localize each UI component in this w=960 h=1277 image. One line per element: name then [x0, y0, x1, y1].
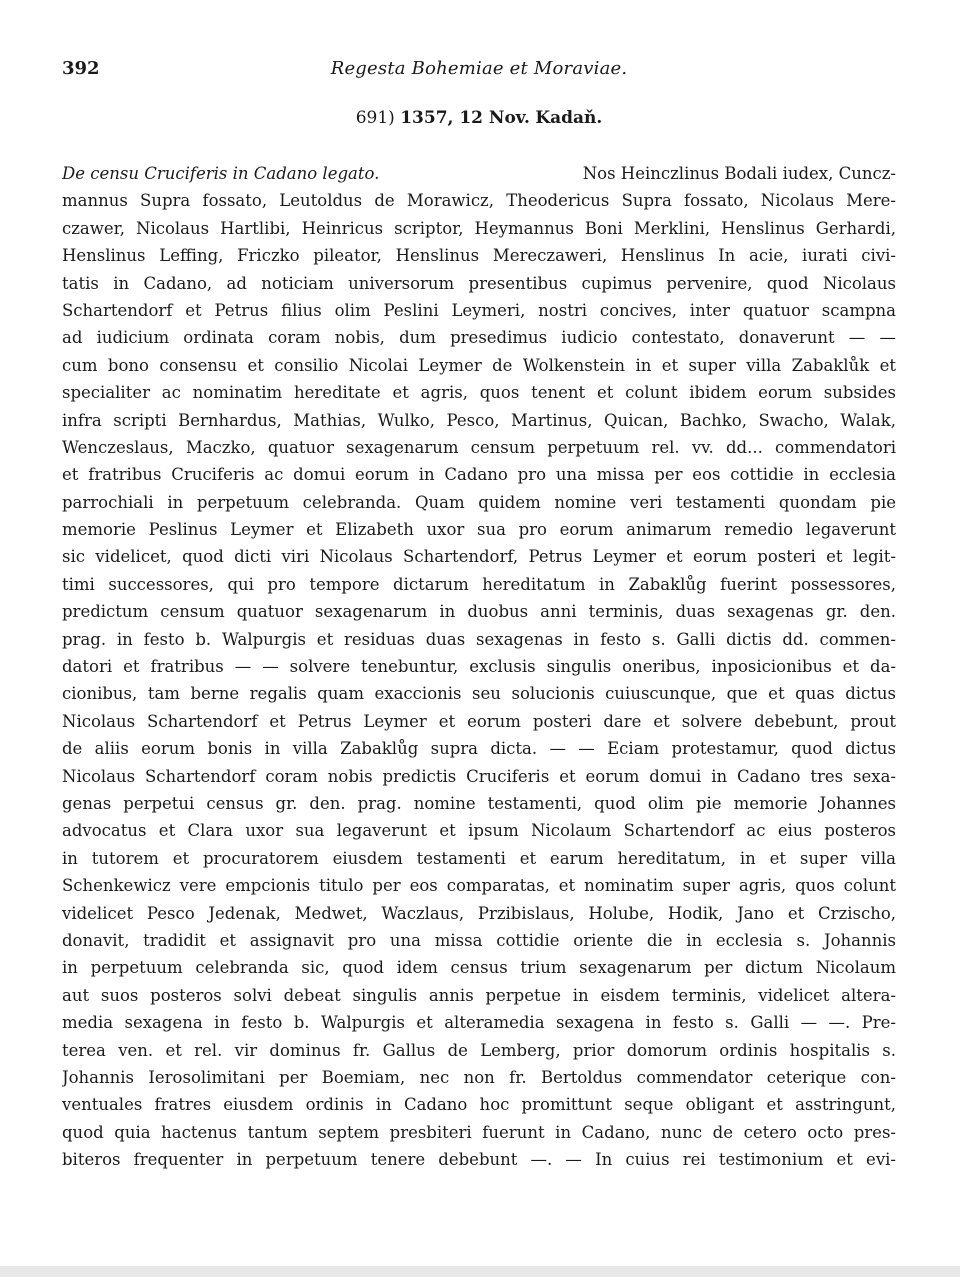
running-head: [62, 58, 896, 84]
text-line: Johannis Ierosolimitani per Boemiam, nec non fr. Bertoldus commendator ceterique con-: [62, 1067, 896, 1087]
text-line: timi successores, qui pro tempore dictarum hereditatum in Zabaklůg fuerint possessores,: [62, 574, 896, 594]
text-line: media sexagena in festo b. Walpurgis et alteramedia sexagena in festo s. Galli — —. Pre-: [62, 1013, 896, 1033]
running-title: Regesta Bohemiae et Moraviae.: [330, 58, 628, 79]
entry-heading: [62, 108, 896, 128]
text-line: memorie Peslinus Leymer et Elizabeth uxor sua pro eorum animarum remedio legaverunt: [62, 520, 896, 540]
text-line: videlicet Pesco Jedenak, Medwet, Waczlaus, Przibislaus, Holube, Hodik, Jano et Crzischo,: [62, 903, 896, 923]
text-line: datori et fratribus — — solvere tenebuntur, exclusis singulis oneribus, inposicionibus et da-: [62, 657, 896, 677]
text-line: et fratribus Cruciferis ac domui eorum in Cadano pro una missa per eos cottidie in ecclesia: [62, 465, 896, 485]
text-line: biteros frequenter in perpetuum tenere debebunt —. — In cuius rei testimonium et evi-: [62, 1150, 896, 1170]
text-line: Wenczeslaus, Maczko, quatuor sexagenarum censum perpetuum rel. vv. dd... commendatori: [62, 437, 896, 457]
entry-date: 1357, 12 Nov.: [400, 108, 530, 128]
body-text: [62, 160, 896, 1173]
text-line: mannus Supra fossato, Leutoldus de Morawicz, Theodericus Supra fossato, Nicolaus Mere-: [62, 191, 896, 211]
entry-number: 691): [355, 108, 395, 128]
text-line: prag. in festo b. Walpurgis et residuas duas sexagenas in festo s. Galli dictis dd. commen-: [62, 629, 896, 649]
text-line: cum bono consensu et consilio Nicolai Leymer de Wolkenstein in et super villa Zabaklůk et: [62, 355, 896, 375]
text-line: ad iudicium ordinata coram nobis, dum presedimus iudicio contestato, donaverunt — —: [62, 328, 896, 348]
text-line: aut suos posteros solvi debeat singulis annis perpetue in eisdem terminis, videlicet altera-: [62, 985, 896, 1005]
text-line: Henslinus Leffing, Friczko pileator, Henslinus Mereczaweri, Henslinus In acie, iurati civi-: [62, 246, 896, 266]
text-line: donavit, tradidit et assignavit pro una missa cottidie oriente die in ecclesia s. Johannis: [62, 930, 896, 950]
text-line: ventuales fratres eiusdem ordinis in Cadano hoc promittunt seque obligant et asstringunt,: [62, 1095, 896, 1115]
text-line: sic videlicet, quod dicti viri Nicolaus Schartendorf, Petrus Leymer et eorum posteri et legit-: [62, 547, 896, 567]
text-line: advocatus et Clara uxor sua legaverunt et ipsum Nicolaum Schartendorf ac eius posteros: [62, 821, 896, 841]
text-line: czawer, Nicolaus Hartlibi, Heinricus scriptor, Heymannus Boni Merklini, Henslinus Gerhardi,: [62, 218, 896, 238]
bottom-edge: [0, 1266, 960, 1277]
text-line: de aliis eorum bonis in villa Zabaklůg supra dicta. — — Eciam protestamur, quod dictus: [62, 739, 896, 759]
first-line-text: Nos Heinczlinus Bodali iudex, Cuncz-: [582, 164, 896, 183]
text-line: tatis in Cadano, ad noticiam universorum presentibus cupimus pervenire, quod Nicolaus: [62, 273, 896, 293]
text-line: in perpetuum celebranda sic, quod idem census trium sexagenarum per dictum Nicolaum: [62, 958, 896, 978]
text-line: terea ven. et rel. vir dominus fr. Gallus de Lemberg, prior domorum ordinis hospitalis s.: [62, 1040, 896, 1060]
text-line: Schenkewicz vere empcionis titulo per eos comparatas, et nominatim super agris, quos colunt: [62, 876, 896, 896]
text-line: parrochiali in perpetuum celebranda. Quam quidem nomine veri testamenti quondam pie: [62, 492, 896, 512]
first-line: [62, 160, 896, 187]
rubric: De censu Cruciferis in Cadano legato.: [62, 164, 380, 183]
page-number: 392: [62, 58, 100, 79]
text-line: Nicolaus Schartendorf coram nobis predictis Cruciferis et eorum domui in Cadano tres sexa-: [62, 766, 896, 786]
text-line: cionibus, tam berne regalis quam exaccionis seu solucionis cuiuscunque, que et quas dictus: [62, 684, 896, 704]
text-line: infra scripti Bernhardus, Mathias, Wulko, Pesco, Martinus, Quican, Bachko, Swacho, Walak,: [62, 410, 896, 430]
text-line: quod quia hactenus tantum septem presbiteri fuerunt in Cadano, nunc de cetero octo pres-: [62, 1122, 896, 1142]
text-lines: [62, 187, 896, 1173]
entry-place: Kadaň.: [535, 108, 603, 128]
text-line: specialiter ac nominatim hereditate et agris, quos tenent et colunt ibidem eorum subsides: [62, 383, 896, 403]
text-line: predictum censum quatuor sexagenarum in duobus anni terminis, duas sexagenas gr. den.: [62, 602, 896, 622]
text-line: in tutorem et procuratorem eiusdem testamenti et earum hereditatum, in et super villa: [62, 848, 896, 868]
text-line: genas perpetui census gr. den. prag. nomine testamenti, quod olim pie memorie Johannes: [62, 793, 896, 813]
text-line: Nicolaus Schartendorf et Petrus Leymer et eorum posteri dare et solvere debebunt, prout: [62, 711, 896, 731]
text-line: Schartendorf et Petrus filius olim Peslini Leymeri, nostri concives, inter quatuor scampna: [62, 300, 896, 320]
